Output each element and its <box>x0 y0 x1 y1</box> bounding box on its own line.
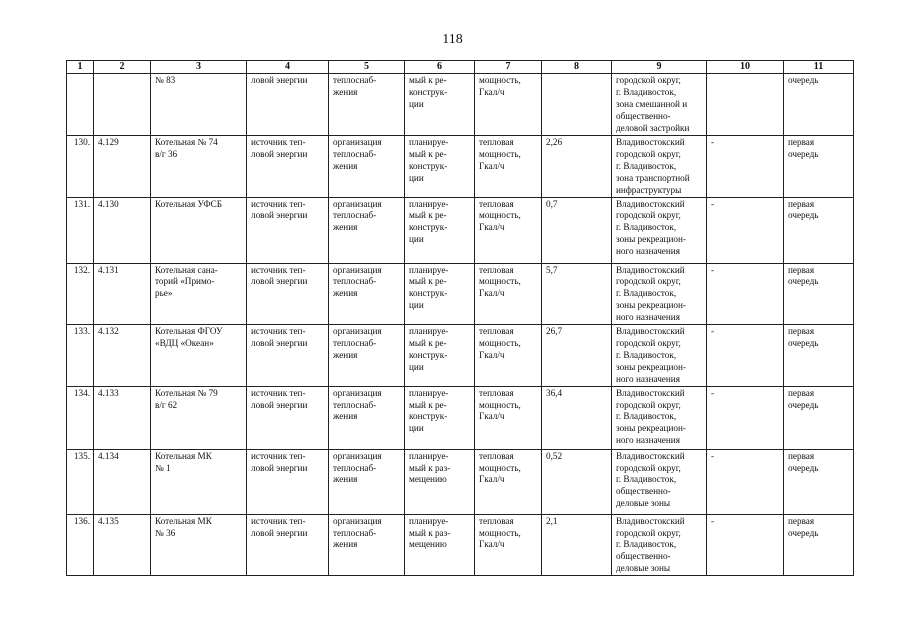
data-table <box>66 60 854 576</box>
table-cell: 4.131 <box>94 263 151 325</box>
column-header: 1 <box>67 61 94 74</box>
table-cell: 4.129 <box>94 136 151 198</box>
column-header: 7 <box>475 61 542 74</box>
table-cell: организация теплоснаб- жения <box>329 449 405 514</box>
table-cell: мый к ре- конструк- ции <box>405 74 475 136</box>
column-header: 9 <box>612 61 707 74</box>
table-cell: источник теп- ловой энергии <box>247 449 329 514</box>
table-row <box>67 514 854 576</box>
table-cell: - <box>707 325 784 387</box>
table-cell <box>94 74 151 136</box>
table-cell: тепловая мощность, Гкал/ч <box>475 197 542 263</box>
table-cell: тепловая мощность, Гкал/ч <box>475 386 542 449</box>
table-cell: 4.133 <box>94 386 151 449</box>
table-cell: источник теп- ловой энергии <box>247 136 329 198</box>
table-cell: 2,26 <box>542 136 612 198</box>
table-cell <box>67 74 94 136</box>
table-cell: Владивостокский городской округ, г. Владивосток, зоны рекреацион- ного назначения <box>612 263 707 325</box>
column-header: 3 <box>151 61 247 74</box>
table-cell: Котельная УФСБ <box>151 197 247 263</box>
table-cell: - <box>707 514 784 576</box>
column-header: 11 <box>784 61 854 74</box>
table-cell: 26,7 <box>542 325 612 387</box>
page-number: 118 <box>442 32 463 47</box>
table-cell <box>707 74 784 136</box>
table-cell: первая очередь <box>784 325 854 387</box>
table-cell: 132. <box>67 263 94 325</box>
table-cell: Владивостокский городской округ, г. Владивосток, общественно- деловые зоны <box>612 449 707 514</box>
table-cell: первая очередь <box>784 136 854 198</box>
table-row <box>67 197 854 263</box>
table-cell: организация теплоснаб- жения <box>329 386 405 449</box>
table-cell: очередь <box>784 74 854 136</box>
table-row <box>67 74 854 136</box>
table-cell: тепловая мощность, Гкал/ч <box>475 325 542 387</box>
table-cell: источник теп- ловой энергии <box>247 514 329 576</box>
column-header: 4 <box>247 61 329 74</box>
table-cell: организация теплоснаб- жения <box>329 514 405 576</box>
table-cell: - <box>707 263 784 325</box>
table-cell: планируе- мый к раз- мещению <box>405 449 475 514</box>
column-header: 6 <box>405 61 475 74</box>
header-row <box>67 61 854 74</box>
table-cell: 4.130 <box>94 197 151 263</box>
table-cell: 130. <box>67 136 94 198</box>
table-cell: Владивостокский городской округ, г. Владивосток, зоны рекреацион- ного назначения <box>612 197 707 263</box>
table-cell: Владивостокский городской округ, г. Владивосток, зона транспортной инфраструктуры <box>612 136 707 198</box>
table-cell: планируе- мый к ре- конструк- ции <box>405 263 475 325</box>
table-cell: источник теп- ловой энергии <box>247 197 329 263</box>
table-cell: 0,52 <box>542 449 612 514</box>
table-cell: - <box>707 386 784 449</box>
table-cell: Котельная № 79 в/г 62 <box>151 386 247 449</box>
table-cell: планируе- мый к ре- конструк- ции <box>405 197 475 263</box>
table-cell: источник теп- ловой энергии <box>247 386 329 449</box>
table-cell: - <box>707 136 784 198</box>
table-cell: тепловая мощность, Гкал/ч <box>475 263 542 325</box>
table-cell: планируе- мый к ре- конструк- ции <box>405 136 475 198</box>
table-row <box>67 136 854 198</box>
column-header: 5 <box>329 61 405 74</box>
table-cell: - <box>707 197 784 263</box>
table-cell: ловой энергии <box>247 74 329 136</box>
table-cell: первая очередь <box>784 449 854 514</box>
table-cell: 4.132 <box>94 325 151 387</box>
table-cell: планируе- мый к раз- мещению <box>405 514 475 576</box>
table-row <box>67 263 854 325</box>
table-cell: 4.135 <box>94 514 151 576</box>
table-cell: источник теп- ловой энергии <box>247 325 329 387</box>
table-cell: Котельная ФГОУ «ВДЦ «Океан» <box>151 325 247 387</box>
table-cell: организация теплоснаб- жения <box>329 197 405 263</box>
table-row <box>67 386 854 449</box>
table-cell: организация теплоснаб- жения <box>329 136 405 198</box>
table-cell: тепловая мощность, Гкал/ч <box>475 136 542 198</box>
table-cell: 5,7 <box>542 263 612 325</box>
column-header: 2 <box>94 61 151 74</box>
table-cell: тепловая мощность, Гкал/ч <box>475 514 542 576</box>
table-cell: Котельная МК № 1 <box>151 449 247 514</box>
table-cell <box>542 74 612 136</box>
table-cell: 0,7 <box>542 197 612 263</box>
table-cell: 36,4 <box>542 386 612 449</box>
table-cell: тепловая мощность, Гкал/ч <box>475 449 542 514</box>
table-cell: городской округ, г. Владивосток, зона смешанной и общественно- деловой застройки <box>612 74 707 136</box>
table-cell: теплоснаб- жения <box>329 74 405 136</box>
table-cell: 2,1 <box>542 514 612 576</box>
column-header: 10 <box>707 61 784 74</box>
table-cell: Владивостокский городской округ, г. Владивосток, общественно- деловые зоны <box>612 514 707 576</box>
table-cell: планируе- мый к ре- конструк- ции <box>405 386 475 449</box>
table-cell: первая очередь <box>784 514 854 576</box>
table-cell: Владивостокский городской округ, г. Владивосток, зоны рекреацион- ного назначения <box>612 386 707 449</box>
table-cell: первая очередь <box>784 263 854 325</box>
table-cell: 131. <box>67 197 94 263</box>
table-cell: Котельная сана- торий «Примо- рье» <box>151 263 247 325</box>
table-cell: 136. <box>67 514 94 576</box>
table-cell: № 83 <box>151 74 247 136</box>
table-cell: Котельная № 74 в/г 36 <box>151 136 247 198</box>
table-cell: организация теплоснаб- жения <box>329 263 405 325</box>
table-cell: 135. <box>67 449 94 514</box>
table-cell: Котельная МК № 36 <box>151 514 247 576</box>
table-row <box>67 325 854 387</box>
table-cell: 4.134 <box>94 449 151 514</box>
table-cell: - <box>707 449 784 514</box>
table-cell: организация теплоснаб- жения <box>329 325 405 387</box>
table-cell: первая очередь <box>784 197 854 263</box>
table-row <box>67 449 854 514</box>
table-cell: планируе- мый к ре- конструк- ции <box>405 325 475 387</box>
table-cell: 134. <box>67 386 94 449</box>
table-cell: Владивостокский городской округ, г. Владивосток, зоны рекреацион- ного назначения <box>612 325 707 387</box>
table-cell: мощность, Гкал/ч <box>475 74 542 136</box>
table-cell: первая очередь <box>784 386 854 449</box>
table-cell: источник теп- ловой энергии <box>247 263 329 325</box>
column-header: 8 <box>542 61 612 74</box>
table-cell: 133. <box>67 325 94 387</box>
